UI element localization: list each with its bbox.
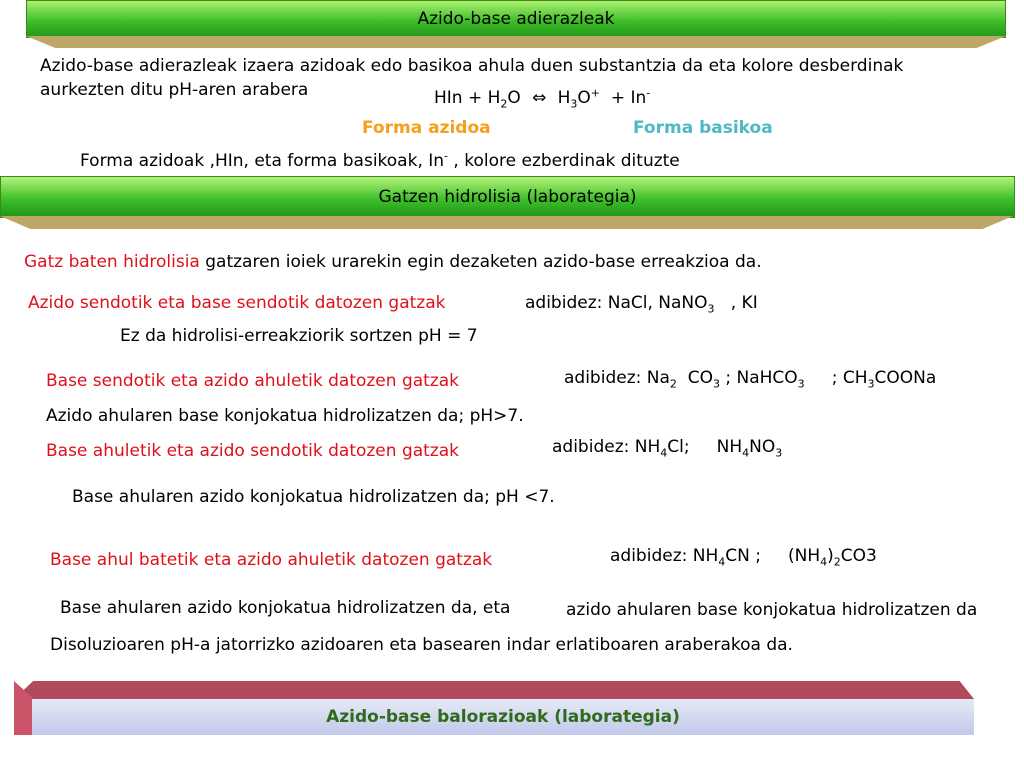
banner-hydrolysis-shadow <box>0 216 1013 229</box>
equation-right-mid: O <box>577 88 591 108</box>
indicator-note <box>80 151 680 171</box>
indicator-note-sup: - <box>444 149 449 163</box>
equation-left-sub: 2 <box>500 97 508 111</box>
definition-line-2: aurkezten ditu pH-aren arabera <box>40 80 309 100</box>
equation-right-sup: + <box>590 86 601 100</box>
banner-hydrolysis <box>0 176 1015 218</box>
case2-example-a-sub: 2 <box>669 377 677 391</box>
banner-titration-title: Azido-base balorazioak (laborategia) <box>326 707 680 727</box>
case3-example-a-sub: 4 <box>660 446 668 460</box>
case3-example-c: NO <box>749 437 776 457</box>
case2-example-c: ; NaHCO <box>719 368 798 388</box>
equation-left-tail: O <box>507 88 521 108</box>
case4-note-left: Base ahularen azido konjokatua hidrolizatzen da, eta <box>60 598 511 618</box>
banner-titration-top <box>14 681 974 699</box>
case2-example <box>564 368 937 391</box>
case4-example <box>610 546 877 569</box>
case2-example-e: COONa <box>874 368 937 388</box>
indicator-note-part2: , kolore ezberdinak dituzte <box>448 151 680 171</box>
case4-example-a-sub: 4 <box>718 555 726 569</box>
equation-right-sub: 3 <box>570 97 578 111</box>
case4-example-c: ) <box>827 546 834 566</box>
banner-hydrolysis-title: Gatzen hidrolisia (laborategia) <box>378 187 637 207</box>
hydrolysis-conclusion: Disoluzioaren pH-a jatorrizko azidoaren eta basearen indar erlatiboaren araberakoa da. <box>50 635 793 655</box>
case1-title: Azido sendotik eta base sendotik datozen gatzak <box>28 293 446 313</box>
case2-example-d-sub: 3 <box>867 377 875 391</box>
equation-left: HIn + H <box>434 88 501 108</box>
case4-example-c-sub: 2 <box>833 555 841 569</box>
equation-right: H <box>557 88 571 108</box>
banner-indicators-shadow <box>26 36 1006 48</box>
case4-title: Base ahul batetik eta azido ahuletik datozen gatzak <box>50 550 493 570</box>
banner-indicators-title: Azido-base adierazleak <box>417 9 615 29</box>
case1-example-a: adibidez: NaCl, NaNO <box>525 293 708 313</box>
case3-example <box>552 437 783 460</box>
label-forma-basikoa: Forma basikoa <box>633 118 773 138</box>
case2-title: Base sendotik eta azido ahuletik datozen gatzak <box>46 371 460 391</box>
case2-example-b: CO <box>676 368 713 388</box>
case2-example-c-sub: 3 <box>797 377 805 391</box>
indicator-equation <box>434 86 651 111</box>
double-arrow-icon: ⇔ <box>532 88 547 108</box>
case4-example-a: adibidez: NH <box>610 546 719 566</box>
label-forma-azidoa: Forma azidoa <box>362 118 491 138</box>
case1-example <box>525 293 758 316</box>
case1-example-tail: , KI <box>714 293 758 313</box>
banner-indicators <box>26 0 1006 38</box>
definition-line-1: Azido-base adierazleak izaera azidoak edo basikoa ahula duen substantzia da eta kolore desberdinak <box>40 56 904 76</box>
case3-note: Base ahularen azido konjokatua hidrolizatzen da; pH <7. <box>72 487 555 507</box>
equation-right-tail: + In <box>610 88 647 108</box>
case2-note: Azido ahularen base konjokatua hidrolizatzen da; pH>7. <box>46 406 524 426</box>
hydrolysis-intro-term: Gatz baten hidrolisia <box>24 252 200 272</box>
case4-note-right: azido ahularen base konjokatua hidrolizatzen da <box>566 600 978 620</box>
hydrolysis-intro-rest: gatzaren ioiek urarekin egin dezaketen azido-base erreakzioa da. <box>199 252 762 272</box>
case3-title: Base ahuletik eta azido sendotik datozen gatzak <box>46 441 460 461</box>
indicator-note-part1: Forma azidoak ,HIn, eta forma basikoak, In <box>80 151 445 171</box>
case3-example-a: adibidez: NH <box>552 437 661 457</box>
case3-example-b-sub: 4 <box>742 446 750 460</box>
case4-example-b-sub: 4 <box>820 555 828 569</box>
case4-example-b: CN ; (NH <box>725 546 821 566</box>
case4-example-d: CO3 <box>840 546 877 566</box>
case2-example-a: adibidez: Na <box>564 368 670 388</box>
case2-example-d: ; CH <box>804 368 868 388</box>
equation-right-tail-sup: - <box>646 86 651 100</box>
case2-example-b-sub: 3 <box>712 377 720 391</box>
hydrolysis-intro <box>24 252 762 272</box>
case1-example-sub: 3 <box>707 302 715 316</box>
case3-example-b: Cl; NH <box>667 437 743 457</box>
case3-example-c-sub: 3 <box>775 446 783 460</box>
case1-note: Ez da hidrolisi-erreakziorik sortzen pH = 7 <box>120 326 478 346</box>
banner-titration <box>32 699 974 735</box>
